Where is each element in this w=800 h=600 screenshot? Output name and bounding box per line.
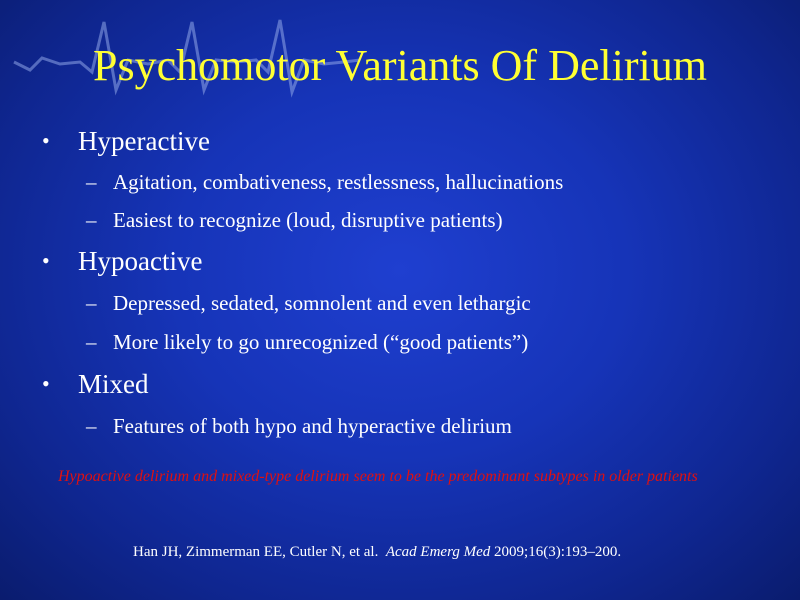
citation-authors: Han JH, Zimmerman EE, Cutler N, et al.: [133, 544, 379, 560]
sub-bullet-text: Depressed, sedated, somnolent and even lethargic: [113, 291, 531, 315]
bullet-hyperactive: [42, 125, 210, 157]
citation-details: 2009;16(3):193–200.: [494, 544, 622, 560]
bullet-mixed: [42, 368, 149, 400]
bullet-dot-icon: •: [42, 248, 50, 273]
dash-icon: –: [86, 170, 97, 194]
predominant-subtypes-note: Hypoactive delirium and mixed-type delirium seem to be the predominant subtypes in older patients: [58, 468, 698, 485]
bullet-dot-icon: •: [42, 128, 50, 153]
sub-bullet: [86, 329, 528, 355]
sub-bullet-text: More likely to go unrecognized (“good patients”): [113, 330, 529, 354]
sub-bullet-text: Easiest to recognize (loud, disruptive patients): [113, 208, 503, 232]
sub-bullet: [86, 169, 563, 195]
sub-bullet: [86, 413, 512, 439]
dash-icon: –: [86, 208, 97, 232]
sub-bullet: [86, 207, 503, 233]
bullet-hypoactive: [42, 245, 202, 277]
sub-bullet-text: Agitation, combativeness, restlessness, hallucinations: [113, 170, 564, 194]
bullet-label: Hypoactive: [78, 246, 203, 276]
sub-bullet: [86, 290, 531, 316]
slide-title: Psychomotor Variants Of Delirium: [93, 41, 707, 90]
sub-bullet-text: Features of both hypo and hyperactive delirium: [113, 414, 512, 438]
bullet-dot-icon: •: [42, 371, 50, 396]
bullet-label: Mixed: [78, 369, 149, 399]
dash-icon: –: [86, 330, 97, 354]
bullet-label: Hyperactive: [78, 126, 210, 156]
dash-icon: –: [86, 414, 97, 438]
dash-icon: –: [86, 291, 97, 315]
citation: [133, 542, 773, 562]
citation-journal: Acad Emerg Med: [385, 544, 491, 560]
